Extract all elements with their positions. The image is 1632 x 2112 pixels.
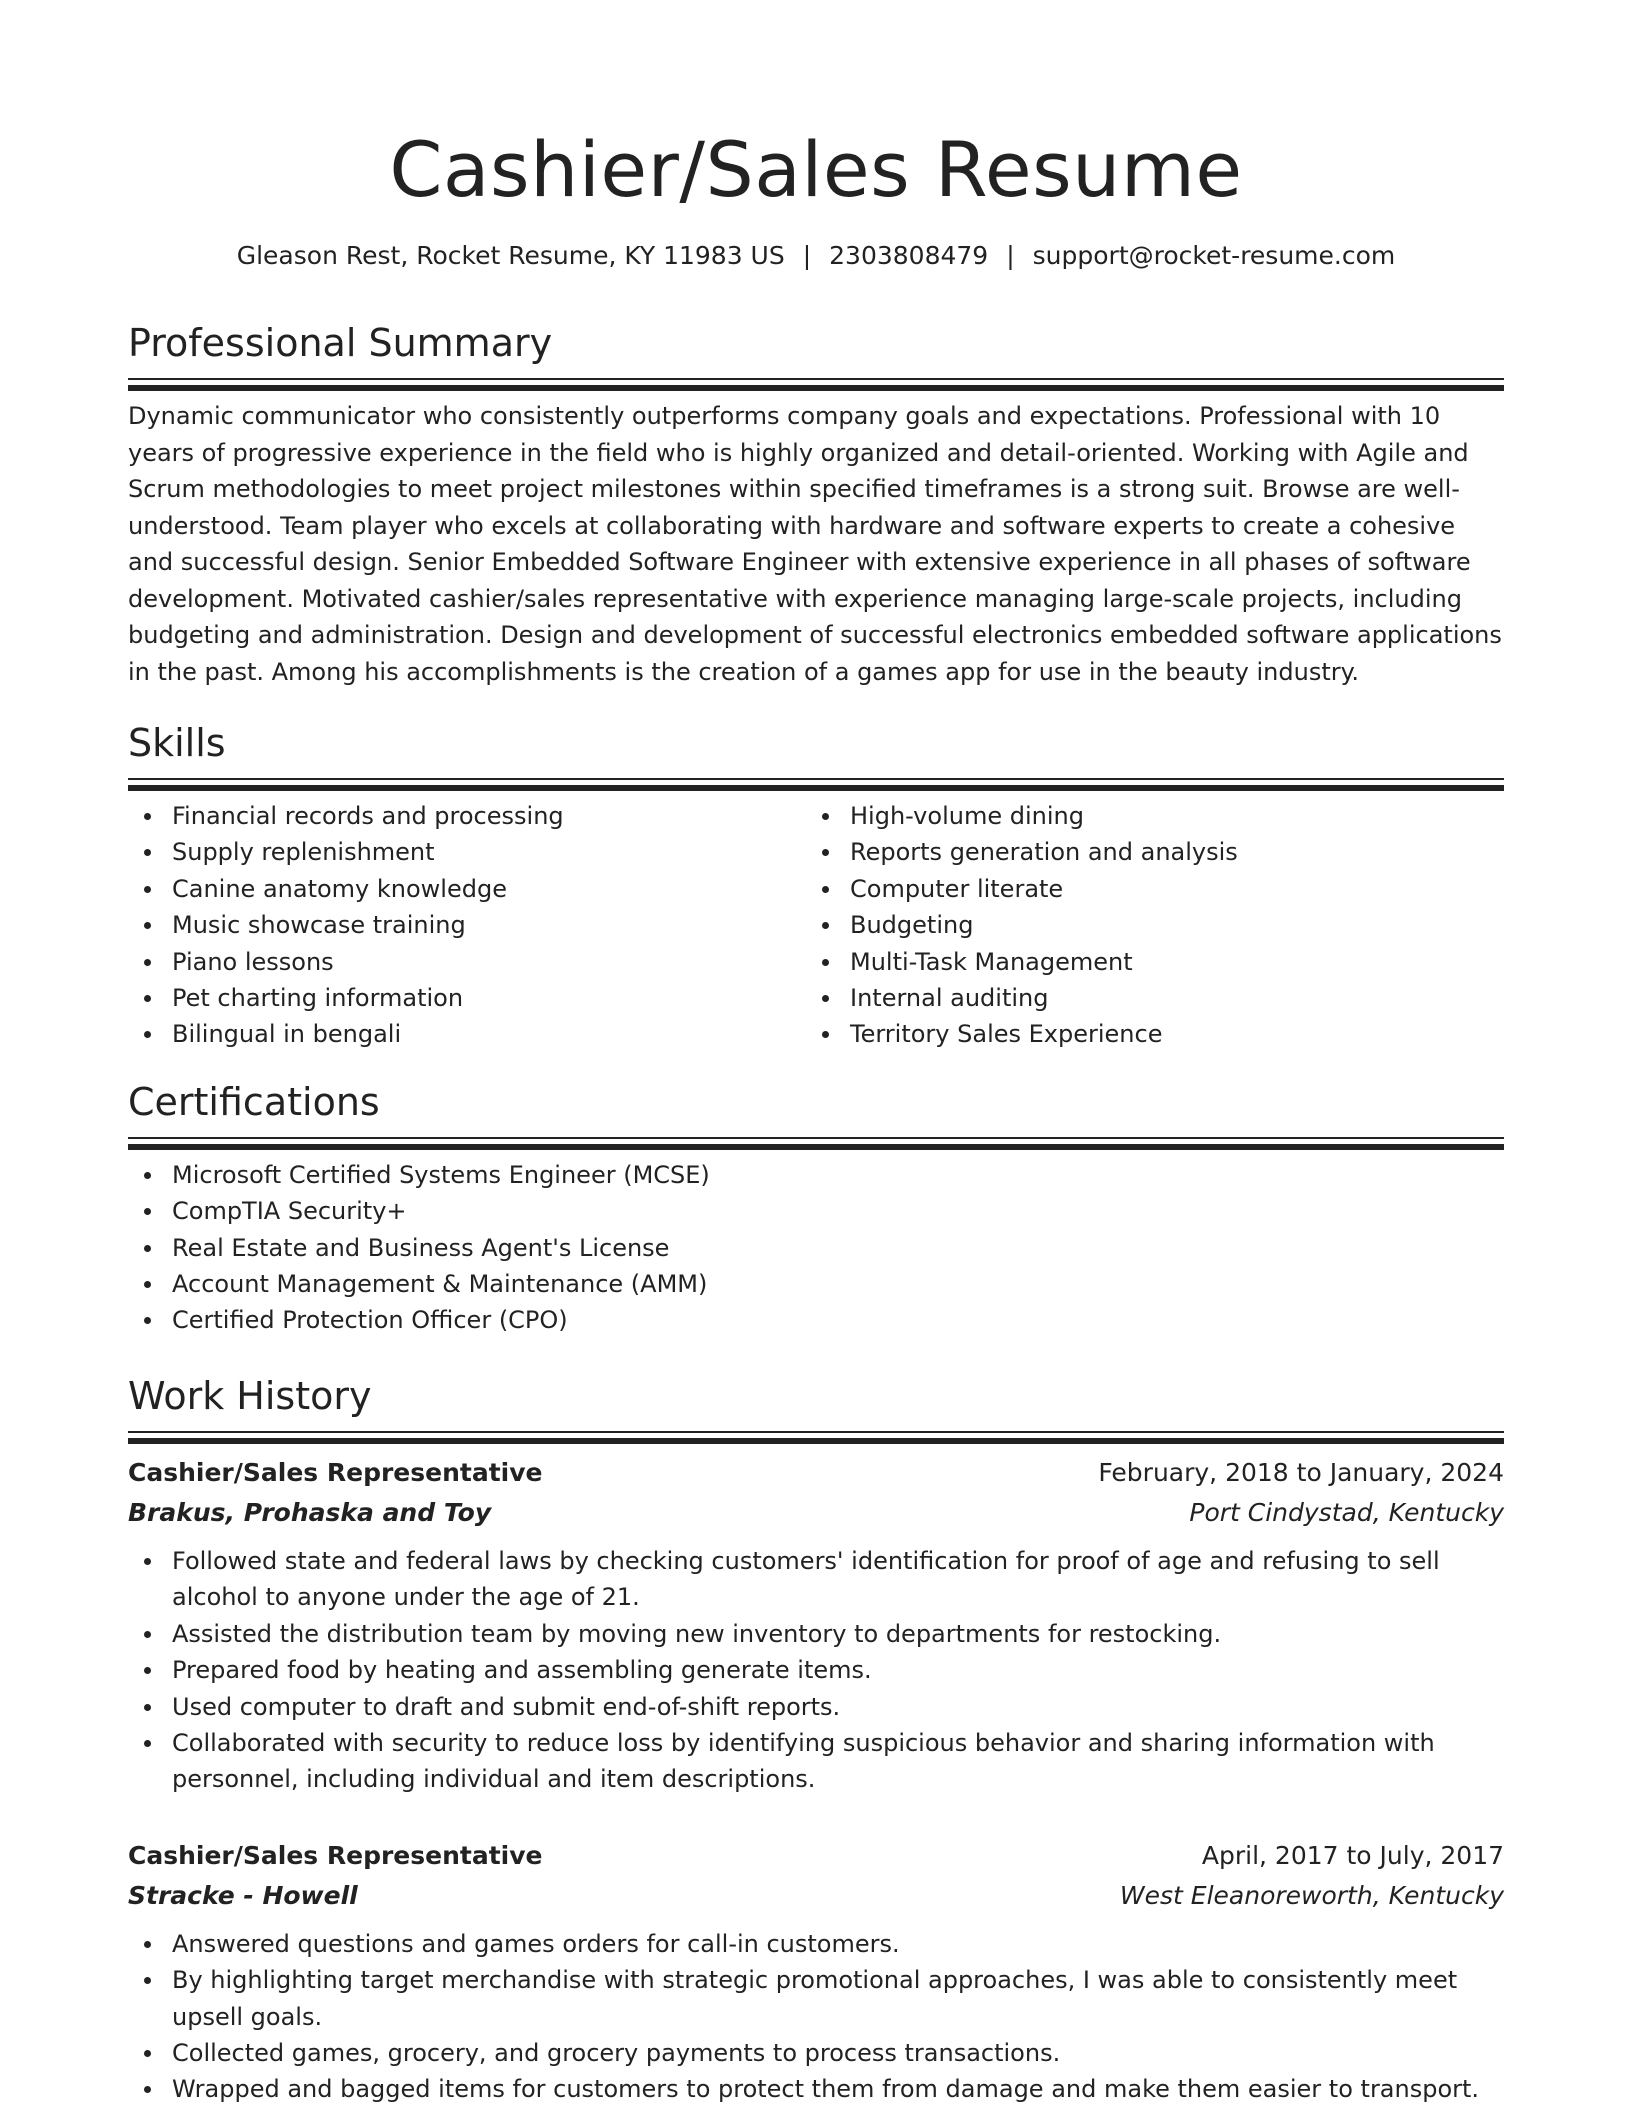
skill-item: Canine anatomy knowledge xyxy=(128,871,806,907)
certification-item: CompTIA Security+ xyxy=(128,1193,1504,1229)
job-header-row xyxy=(128,1836,1504,1876)
section-divider xyxy=(128,378,1504,380)
job-bullet: Prepared food by heating and assembling generate items. xyxy=(128,1652,1504,1688)
certification-item: Real Estate and Business Agent's License xyxy=(128,1230,1504,1266)
skill-item: Computer literate xyxy=(806,871,1484,907)
work-history-heading: Work History xyxy=(128,1373,372,1418)
skill-item: Financial records and processing xyxy=(128,798,806,834)
job-entry xyxy=(128,1836,1504,2108)
work-history-section xyxy=(128,1371,1504,2108)
skills-list-right xyxy=(806,798,1484,1053)
certifications-section xyxy=(128,1077,1504,1339)
certification-item: Microsoft Certified Systems Engineer (MCSE) xyxy=(128,1157,1504,1193)
certification-item: Account Management & Maintenance (AMM) xyxy=(128,1266,1504,1302)
skill-item: Budgeting xyxy=(806,907,1484,943)
contact-line xyxy=(128,238,1504,274)
job-bullet: Collected games, grocery, and grocery payments to process transactions. xyxy=(128,2035,1504,2071)
job-company: Brakus, Prohaska and Toy xyxy=(128,1497,492,1527)
skill-item: Pet charting information xyxy=(128,980,806,1016)
contact-address: Gleason Rest, Rocket Resume, KY 11983 US xyxy=(236,241,785,270)
skill-item: Supply replenishment xyxy=(128,834,806,870)
job-bullet: Answered questions and games orders for call-in customers. xyxy=(128,1926,1504,1962)
section-divider xyxy=(128,1431,1504,1433)
job-bullet: Followed state and federal laws by checking customers' identification for proof of age and refusing to sell alcohol to anyone under the age of 21. xyxy=(128,1543,1504,1616)
job-dates: April, 2017 to July, 2017 xyxy=(1201,1840,1504,1870)
job-bullet: Wrapped and bagged items for customers to protect them from damage and make them easier to transport. xyxy=(128,2071,1504,2107)
skills-heading: Skills xyxy=(128,721,226,765)
contact-separator: | xyxy=(802,241,812,270)
job-bullet: Assisted the distribution team by moving new inventory to departments for restocking. xyxy=(128,1616,1504,1652)
job-company: Stracke - Howell xyxy=(128,1880,358,1910)
job-dates: February, 2018 to January, 2024 xyxy=(1098,1457,1504,1487)
skill-item: High-volume dining xyxy=(806,798,1484,834)
skill-item: Internal auditing xyxy=(806,980,1484,1016)
job-bullets xyxy=(128,1543,1504,1798)
job-header-row xyxy=(128,1453,1504,1493)
contact-phone: 2303808479 xyxy=(829,241,989,270)
job-title: Cashier/Sales Representative xyxy=(128,1840,543,1870)
skills-section xyxy=(128,718,1504,1053)
job-bullet: Collaborated with security to reduce loss by identifying suspicious behavior and sharing information with personnel, including individual and item descriptions. xyxy=(128,1725,1504,1798)
resume-title: Cashier/Sales Resume xyxy=(389,125,1243,214)
skill-item: Territory Sales Experience xyxy=(806,1016,1484,1052)
summary-text: Dynamic communicator who consistently outperforms company goals and expectations. Professional with 10 years of progressive experience in the field who is highly organized and detail-oriented. Working with Agile and Scrum methodologies to meet project milestones within specified timeframes is a strong suit. Browse are well-understood. Team player who excels at collaborating with hardware and software experts to create a cohesive and successful design. Senior Embedded Software Engineer with extensive experience in all phases of software development. Motivated cashier/sales representative with experience managing large-scale projects, including budgeting and administration. Design and development of successful electronics embedded software applications in the past. Among his accomplishments is the creation of a games app for use in the beauty industry. xyxy=(128,402,1502,686)
job-company-row xyxy=(128,1493,1504,1533)
certifications-list xyxy=(128,1157,1504,1339)
skill-item: Multi-Task Management xyxy=(806,944,1484,980)
summary-section xyxy=(128,318,1504,690)
certification-item: Certified Protection Officer (CPO) xyxy=(128,1302,1504,1338)
section-divider xyxy=(128,1137,1504,1139)
skills-grid xyxy=(128,798,1504,1053)
contact-email[interactable]: support@rocket-resume.com xyxy=(1032,241,1396,270)
skill-item: Piano lessons xyxy=(128,944,806,980)
job-entry xyxy=(128,1453,1504,1798)
job-title: Cashier/Sales Representative xyxy=(128,1457,543,1487)
job-bullet: Used computer to draft and submit end-of-shift reports. xyxy=(128,1689,1504,1725)
skill-item: Bilingual in bengali xyxy=(128,1016,806,1052)
job-bullets xyxy=(128,1926,1504,2108)
job-location: West Eleanoreworth, Kentucky xyxy=(1119,1880,1504,1910)
summary-heading: Professional Summary xyxy=(128,321,553,365)
section-divider xyxy=(128,778,1504,780)
certifications-heading: Certifications xyxy=(128,1079,380,1124)
job-bullet: By highlighting target merchandise with strategic promotional approaches, I was able to consistently meet upsell goals. xyxy=(128,1962,1504,2035)
skill-item: Reports generation and analysis xyxy=(806,834,1484,870)
contact-separator: | xyxy=(1006,241,1015,270)
resume-page xyxy=(128,0,1504,2108)
job-company-row xyxy=(128,1876,1504,1916)
skills-list-left xyxy=(128,798,806,1053)
job-location: Port Cindystad, Kentucky xyxy=(1189,1497,1504,1527)
skill-item: Music showcase training xyxy=(128,907,806,943)
